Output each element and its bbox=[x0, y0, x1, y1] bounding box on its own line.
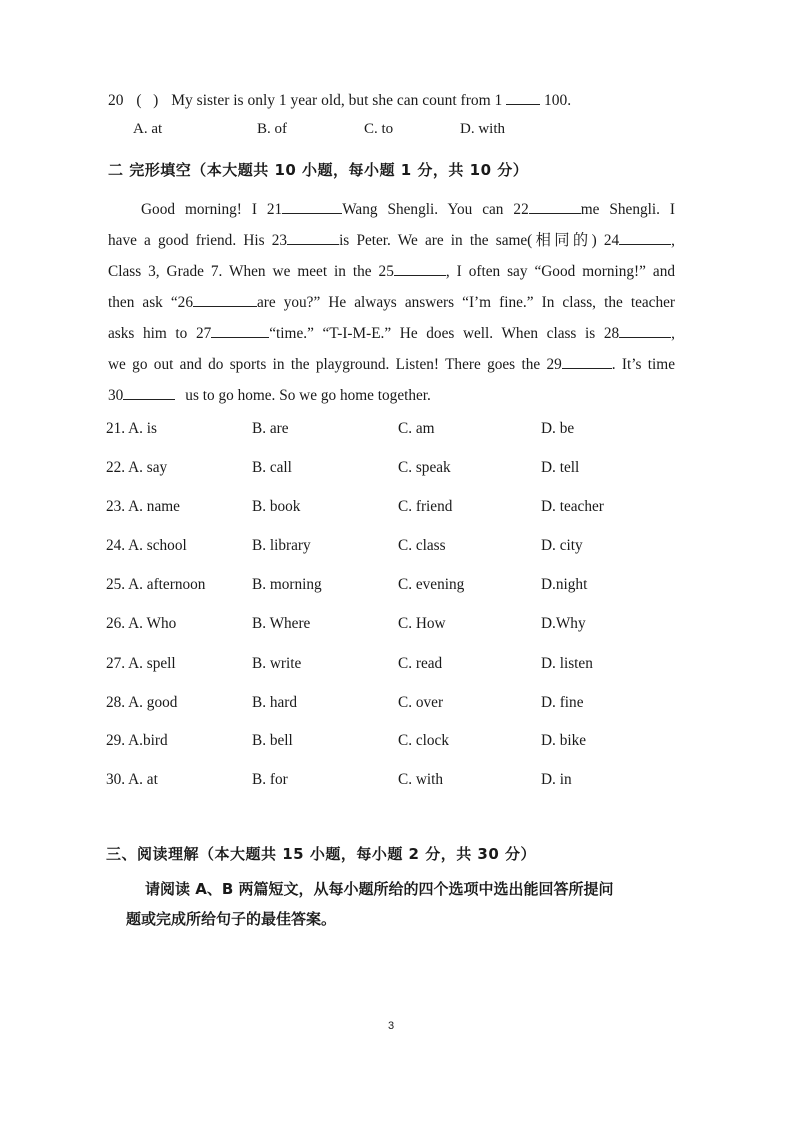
choice-b: B. for bbox=[252, 771, 288, 788]
choice-c: C. clock bbox=[398, 732, 449, 749]
choice-d: D.night bbox=[541, 576, 588, 593]
choice-row bbox=[0, 576, 794, 600]
question-text: My sister is only 1 year old, but she can count from 1 bbox=[171, 92, 503, 109]
choice-b: B. book bbox=[252, 498, 301, 515]
choice-c: C. am bbox=[398, 420, 435, 437]
blank-22 bbox=[529, 198, 581, 214]
choice-row bbox=[0, 615, 794, 639]
choice-a: 23. A. name bbox=[106, 498, 180, 515]
blank-25 bbox=[394, 260, 446, 276]
section-3-instruction-cont: 题或完成所给句子的最佳答案。 bbox=[126, 910, 337, 928]
choice-c: C. How bbox=[398, 615, 446, 632]
choice-d: D. in bbox=[541, 771, 572, 788]
choice-row bbox=[0, 420, 794, 444]
q20-option-a: A. at bbox=[133, 121, 163, 137]
choice-d: D. fine bbox=[541, 694, 584, 711]
choice-a: 25. A. afternoon bbox=[106, 576, 206, 593]
choice-c: C. friend bbox=[398, 498, 453, 515]
choice-d: D. be bbox=[541, 420, 575, 437]
blank-27 bbox=[211, 322, 269, 338]
q20-option-b: B. of bbox=[257, 121, 287, 137]
passage-line-7: 30 us to go home. So we go home together. bbox=[108, 380, 675, 411]
choice-b: B. morning bbox=[252, 576, 322, 593]
question-number: 20 bbox=[108, 92, 124, 109]
passage-line-3: Class 3, Grade 7. When we meet in the 25 , I often say “Good morning!” and bbox=[108, 256, 675, 287]
choice-row bbox=[0, 732, 794, 756]
page-number: 3 bbox=[388, 1020, 395, 1032]
passage-line-1: Good morning! I 21 Wang Shengli. You can 22 me Shengli. I bbox=[108, 194, 675, 225]
cloze-passage bbox=[108, 194, 675, 411]
choice-d: D. listen bbox=[541, 655, 593, 672]
blank-30 bbox=[123, 384, 175, 400]
choice-b: B. call bbox=[252, 459, 292, 476]
blank-24 bbox=[619, 229, 671, 245]
choice-d: D. teacher bbox=[541, 498, 604, 515]
choice-row bbox=[0, 771, 794, 795]
question-text-end: 100. bbox=[544, 92, 572, 109]
choice-c: C. over bbox=[398, 694, 444, 711]
choice-b: B. bell bbox=[252, 732, 293, 749]
choice-a: 24. A. school bbox=[106, 537, 187, 554]
passage-line-5: asks him to 27 “time.” “T-I-M-E.” He does well. When class is 28 , bbox=[108, 318, 675, 349]
choice-b: B. write bbox=[252, 655, 302, 672]
question-20 bbox=[108, 89, 571, 110]
choice-b: B. library bbox=[252, 537, 311, 554]
choice-row bbox=[0, 459, 794, 483]
choice-c: C. speak bbox=[398, 459, 451, 476]
choice-b: B. Where bbox=[252, 615, 311, 632]
choice-a: 26. A. Who bbox=[106, 615, 177, 632]
section-3-title: 三、阅读理解（本大题共 15 小题，每小题 2 分，共 30 分） bbox=[106, 845, 537, 863]
choice-d: D. bike bbox=[541, 732, 587, 749]
blank-21 bbox=[282, 198, 342, 214]
q20-option-c: C. to bbox=[364, 121, 394, 137]
section-2-title: 二 完形填空（本大题共 10 小题，每小题 1 分，共 10 分） bbox=[108, 161, 529, 179]
choice-c: C. evening bbox=[398, 576, 465, 593]
blank-28 bbox=[619, 322, 671, 338]
choice-c: C. with bbox=[398, 771, 444, 788]
choice-c: C. class bbox=[398, 537, 446, 554]
choice-c: C. read bbox=[398, 655, 443, 672]
choice-row bbox=[0, 694, 794, 718]
choice-d: D. tell bbox=[541, 459, 580, 476]
choice-a: 21. A. is bbox=[106, 420, 157, 437]
passage-line-4: then ask “26 are you?” He always answers “I’m fine.” In class, the teacher bbox=[108, 287, 675, 318]
answer-parentheses: ( ) bbox=[136, 92, 159, 109]
passage-line-2: have a good friend. His 23 is Peter. We are in the same(相同的) 24 , bbox=[108, 225, 675, 256]
choice-a: 29. A.bird bbox=[106, 732, 168, 749]
choice-row bbox=[0, 537, 794, 561]
blank-29 bbox=[562, 353, 612, 369]
choice-a: 30. A. at bbox=[106, 771, 158, 788]
choice-b: B. hard bbox=[252, 694, 298, 711]
choice-row bbox=[0, 498, 794, 522]
choice-a: 22. A. say bbox=[106, 459, 168, 476]
section-3-instruction: 请阅读 A、B 两篇短文，从每小题所给的四个选项中选出能回答所提问 bbox=[145, 880, 614, 898]
blank-23 bbox=[287, 229, 339, 245]
choice-d: D.Why bbox=[541, 615, 586, 632]
choice-b: B. are bbox=[252, 420, 289, 437]
choice-a: 27. A. spell bbox=[106, 655, 176, 672]
choice-a: 28. A. good bbox=[106, 694, 178, 711]
q20-option-d: D. with bbox=[460, 121, 505, 137]
choice-row bbox=[0, 655, 794, 679]
blank-26 bbox=[193, 291, 257, 307]
answer-blank bbox=[506, 89, 540, 105]
passage-line-6: we go out and do sports in the playground. Listen! There goes the 29 . It’s time bbox=[108, 349, 675, 380]
choice-d: D. city bbox=[541, 537, 583, 554]
